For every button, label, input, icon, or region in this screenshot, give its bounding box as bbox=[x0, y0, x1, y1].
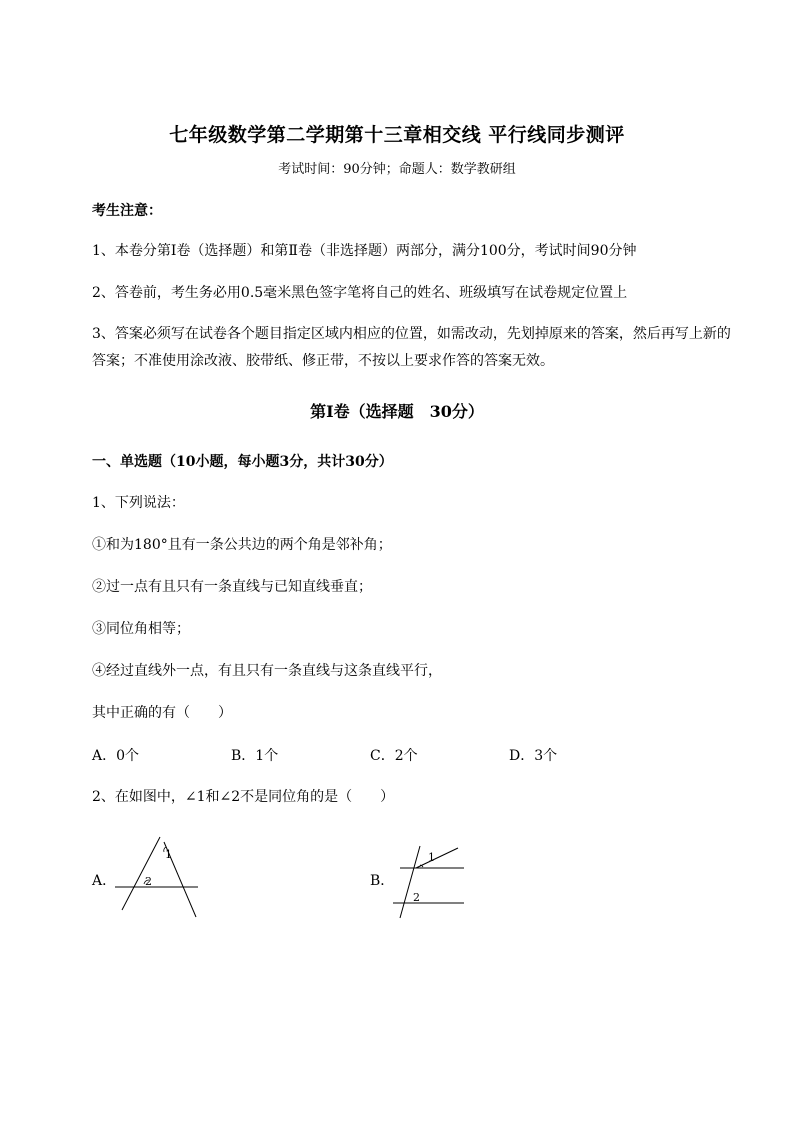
page-title: 七年级数学第二学期第十三章相交线 平行线同步测评 bbox=[169, 124, 625, 146]
fig-b-label-2: 2 bbox=[413, 891, 420, 904]
part-heading: 一、单选题（10小题，每小题3分，共计30分） bbox=[92, 454, 393, 470]
q1-statement-4: ④经过直线外一点，有且只有一条直线与这条直线平行， bbox=[92, 663, 442, 679]
q1-option-c[interactable]: C．2个 bbox=[370, 748, 418, 764]
q1-option-b[interactable]: B．1个 bbox=[231, 748, 279, 764]
q1-option-a[interactable]: A．0个 bbox=[92, 748, 140, 764]
fig-a-label-2: 2 bbox=[145, 875, 152, 888]
q2-figure-b bbox=[388, 838, 468, 923]
notice-item-2: 2、答卷前，考生务必用0.5毫米黑色签字笔将自己的姓名、班级填写在试卷规定位置上 bbox=[92, 285, 628, 301]
notice-item-1: 1、本卷分第I卷（选择题）和第Ⅱ卷（非选择题）两部分，满分100分，考试时间90分钟 bbox=[92, 243, 637, 259]
q1-option-d[interactable]: D．3个 bbox=[509, 748, 558, 764]
notice-heading: 考生注意： bbox=[92, 203, 162, 219]
q1-statement-1: ①和为180°且有一条公共边的两个角是邻补角； bbox=[92, 537, 392, 553]
notice-item-3: 3、答案必须写在试卷各个题目指定区域内相应的位置，如需改动，先划掉原来的答案，然后再写上新的答案；不准使用涂改液、胶带纸、修正带，不按以上要求作答的答案无效。 bbox=[92, 326, 731, 369]
q1-prompt: 其中正确的有（ ） bbox=[92, 705, 232, 721]
q2-figure-a bbox=[110, 832, 205, 922]
q1-statement-3: ③同位角相等； bbox=[92, 621, 190, 637]
section-title: 第I卷（选择题 30分） bbox=[310, 402, 484, 421]
q2-option-a[interactable]: A． bbox=[92, 873, 117, 889]
q2-option-b[interactable]: B． bbox=[370, 873, 395, 889]
page-subtitle: 考试时间：90分钟；命题人：数学教研组 bbox=[278, 162, 516, 177]
q1-statement-2: ②过一点有且只有一条直线与已知直线垂直； bbox=[92, 579, 372, 595]
q2-stem: 2、在如图中，∠1和∠2不是同位角的是（ ） bbox=[92, 789, 395, 805]
fig-b-label-1: 1 bbox=[428, 851, 435, 864]
fig-a-label-1: 1 bbox=[165, 848, 172, 861]
q1-stem: 1、下列说法： bbox=[92, 495, 185, 511]
